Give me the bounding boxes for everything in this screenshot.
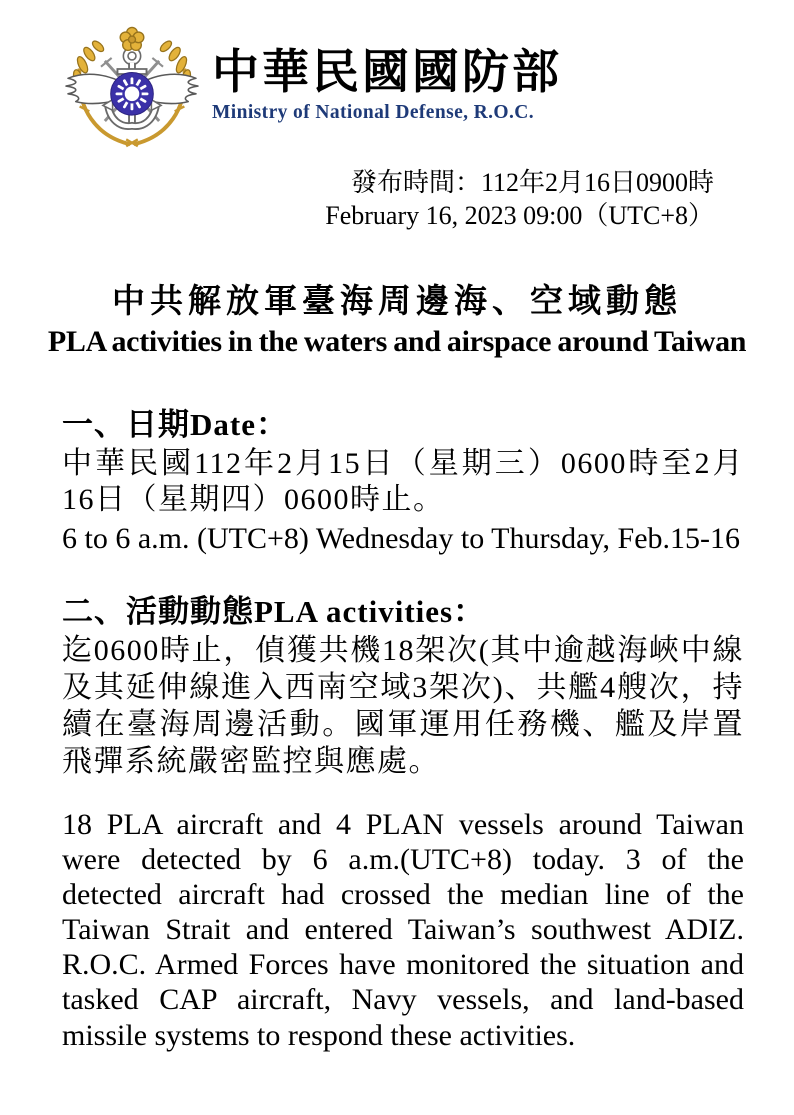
org-name-zh: 中華民國國防部 [212,47,562,99]
section-activities-heading: 二、活動動態PLA activities： [62,594,486,630]
document-title-zh: 中共解放軍臺海周邊海、空域動態 [112,283,682,320]
section-activities-body-zh: 迄0600時止，偵獲共機18架次(其中逾越海峽中線及其延伸線進入西南空域3架次)、共艦4艘次，持續在臺海周邊活動。國軍運用任務機、艦及岸置飛彈系統嚴密監控與應處。 [62,634,744,779]
section-date-body-en: 6 to 6 a.m. (UTC+8) Wednesday to Thursday, Feb.15-16 [62,522,741,556]
release-time-block [0,166,794,233]
section-date-body-zh: 中華民國112年2月15日（星期三）0600時至2月16日（星期四）0600時止。 [62,446,744,517]
release-time-en: February 16, 2023 09:00（UTC+8） [325,201,714,231]
mnd-emblem-logo [54,24,210,152]
section-activities [62,586,744,1052]
document-title-block [0,275,794,359]
mnd-emblem-icon [54,24,210,152]
document-content [0,399,794,1053]
header [0,0,794,152]
document-title-en: PLA activities in the waters and airspace around Taiwan [47,324,747,358]
section-date-heading: 一、日期Date： [62,406,288,442]
section-activities-body-en: 18 PLA aircraft and 4 PLAN vessels around Taiwan were detected by 6 a.m.(UTC+8) today. 3 of the detected aircraft had crossed the median line of the Taiwan Strait and entered Taiwan’s southwest ADIZ. R.O.C. Armed Forces have monitored the situation and tasked CAP aircraft, Navy vessels, and land-based missile systems to respond these activities. [62,807,744,1052]
org-names [212,24,562,124]
section-date [62,399,744,557]
release-time-zh: 發布時間：112年2月16日0900時 [350,168,714,197]
org-name-en: Ministry of National Defense, R.O.C. [212,101,535,123]
